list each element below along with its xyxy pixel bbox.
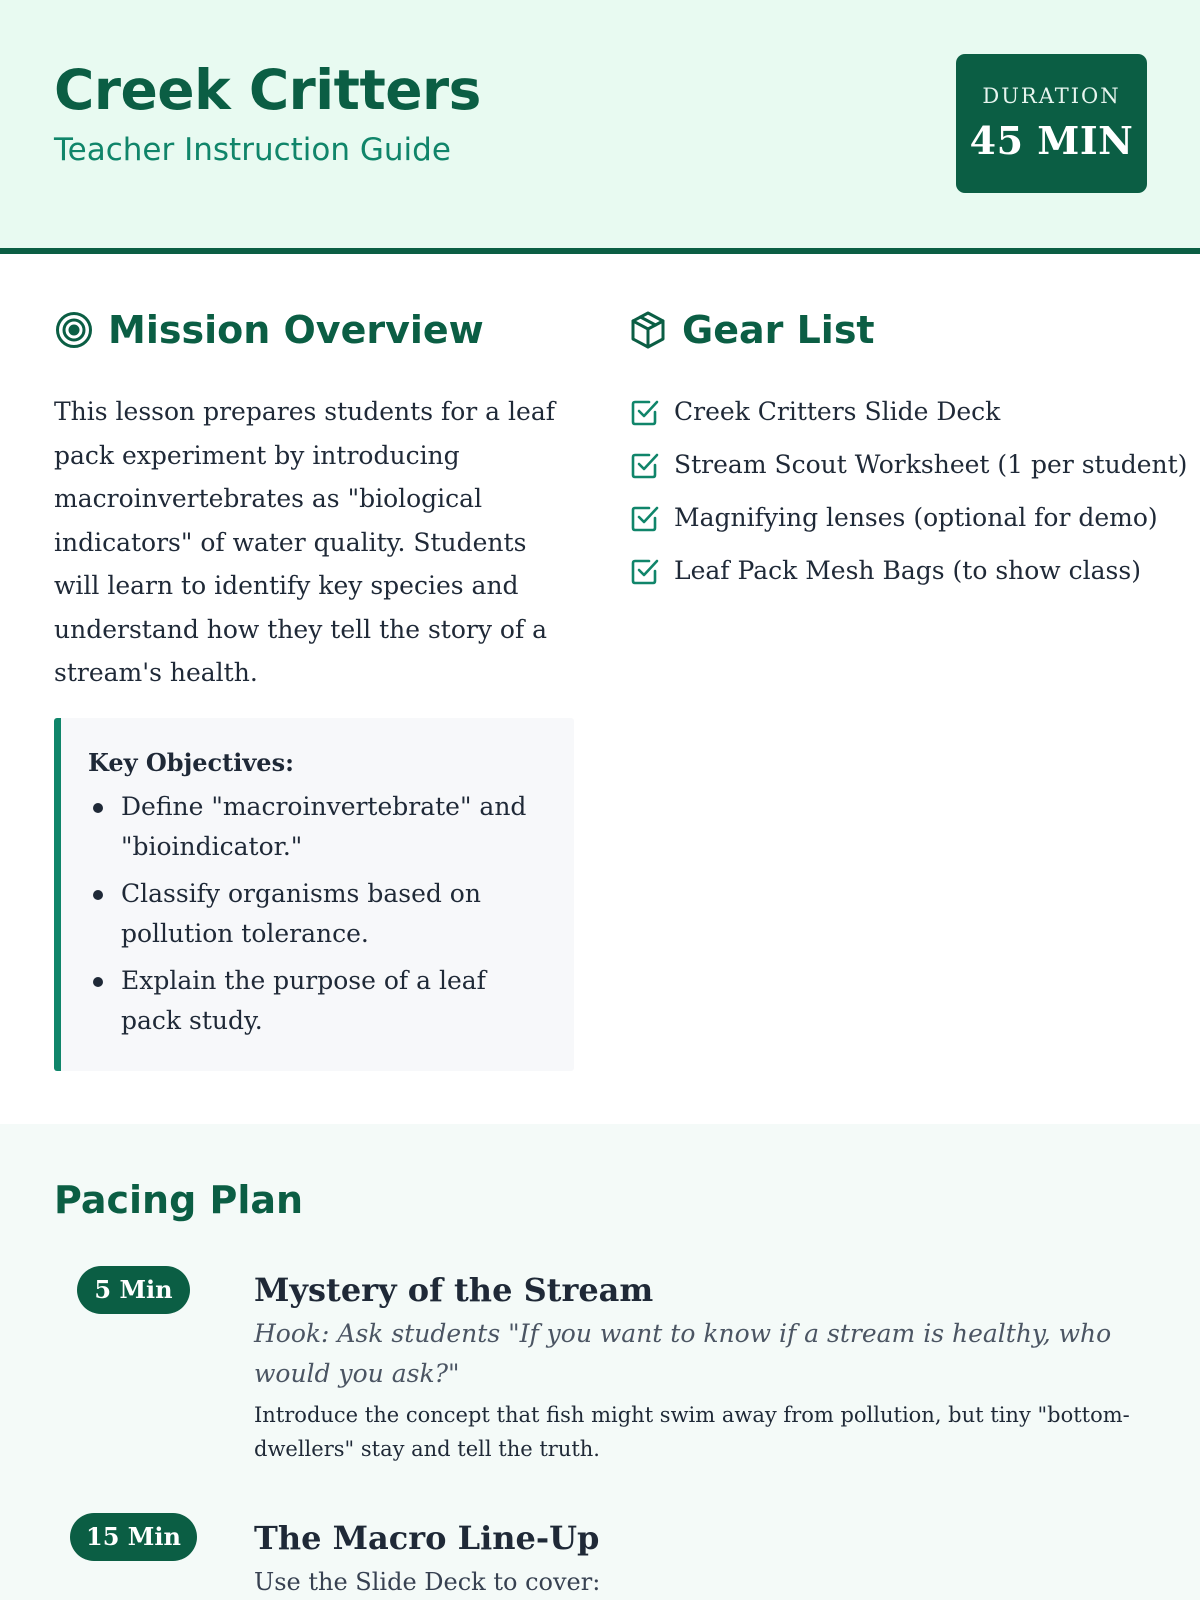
gear-list-heading	[628, 308, 875, 352]
step-subtext: Use the Slide Deck to cover:	[254, 1568, 601, 1596]
pacing-plan-title: Pacing Plan	[54, 1178, 304, 1222]
package-icon	[628, 310, 668, 350]
checkbox-checked-icon	[630, 397, 660, 427]
step-title: The Macro Line-Up	[254, 1519, 600, 1557]
page-title: Creek Critters	[54, 58, 481, 122]
page-subtitle: Teacher Instruction Guide	[54, 132, 451, 168]
mission-overview-text: This lesson prepares students for a leaf pack experiment by introducing macroinvertebrates as "biological indicators" of water quality. Students will learn to identify key species and understand how they tell the story of a stream's health.	[54, 397, 555, 687]
step-description: Introduce the concept that fish might swim away from pollution, but tiny "bottom-dwellers" stay and tell the truth.	[254, 1403, 1130, 1461]
objective-item: Define "macroinvertebrate" and "bioindicator."	[88, 787, 548, 867]
bullet-icon	[93, 803, 103, 813]
checkbox-checked-icon	[630, 556, 660, 586]
pacing-plan-section	[0, 1124, 1200, 1600]
duration-pill: 5 Min	[77, 1266, 190, 1314]
gear-item: Stream Scout Worksheet (1 per student)	[630, 438, 1190, 491]
objective-item: Classify organisms based on pollution tolerance.	[88, 874, 548, 954]
gear-list	[630, 385, 1190, 597]
step-hook: Hook: Ask students "If you want to know if a stream is healthy, who would you ask?"	[254, 1319, 1112, 1388]
key-objectives-title: Key Objectives:	[88, 748, 294, 777]
duration-badge	[956, 54, 1147, 193]
gear-list-title: Gear List	[682, 308, 875, 352]
mission-overview-title: Mission Overview	[108, 308, 484, 352]
target-icon	[54, 310, 94, 350]
bullet-icon	[93, 977, 103, 987]
duration-value: 45 MIN	[969, 118, 1134, 163]
checkbox-checked-icon	[630, 450, 660, 480]
key-objectives-panel	[54, 718, 574, 1071]
page-header	[0, 0, 1200, 254]
duration-pill: 15 Min	[70, 1513, 197, 1561]
gear-item: Magnifying lenses (optional for demo)	[630, 491, 1190, 544]
bullet-icon	[93, 890, 103, 900]
mission-overview-heading	[54, 308, 484, 352]
step-title: Mystery of the Stream	[254, 1271, 654, 1309]
objective-item: Explain the purpose of a leaf pack study.	[88, 961, 548, 1041]
gear-item: Creek Critters Slide Deck	[630, 385, 1190, 438]
duration-label: DURATION	[982, 84, 1121, 108]
objectives-list	[88, 787, 548, 1041]
gear-item: Leaf Pack Mesh Bags (to show class)	[630, 544, 1190, 597]
checkbox-checked-icon	[630, 503, 660, 533]
